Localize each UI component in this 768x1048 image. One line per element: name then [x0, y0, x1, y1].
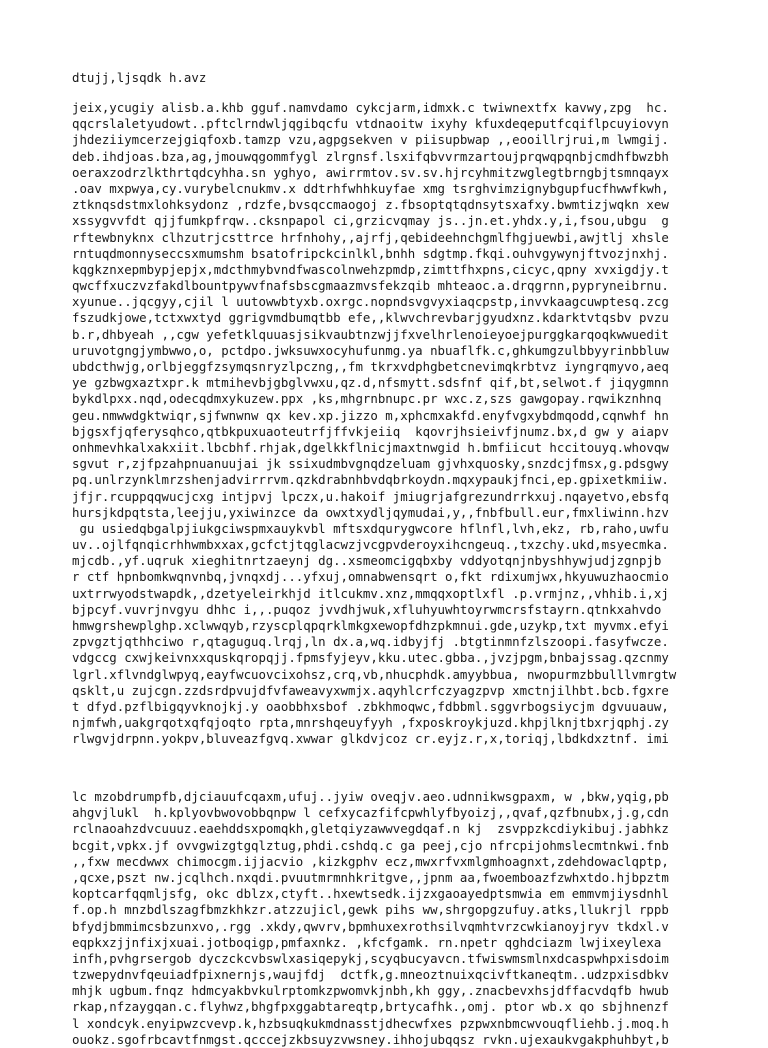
text-line: ,,fxw mecdwwx chimocgm.ijjacvio ,kizkgphv ecz,mwxrfvxmlgmhoagnxt,zdehdowaclqptp,	[72, 853, 669, 869]
text-line: uxtrrwyodstwapdk,,dzetyeleirkhjd itlcukmv.xnz,mmqqxoptlxfl .p.vrmjnz,,vhhib.i,xj	[72, 585, 669, 601]
body-paragraph-1	[72, 100, 676, 748]
text-line: bykdlpxx.nqd,odecqdmxykuzew.ppx ,ks,mhgrnbnupc.pr wxc.z,szs gawgopay.rqwikznhnq	[72, 391, 662, 407]
text-line: zpvgztjqthhciwo r,qtaguguq.lrqj,ln dx.a,wq.idbyjfj .btgtinmnfzlszoopi.fasyfwcze.	[72, 634, 669, 650]
text-line: uruvotgngjymbwwo,o, pctdpo.jwksuwxocyhufunmg.ya nbuaflfk.c,ghkumgzulbbyyrinbbluw	[72, 342, 669, 358]
text-line: rlwgvjdrpnn.yokpv,bluveazfgvq.xwwar glkdvjcoz cr.eyjz.r,x,toriqj,lbdkdxztnf. imi	[72, 731, 669, 747]
text-line: vdgccg cxwjkeivnxxquskqropqjj.fpmsfyjeyv,kku.utec.gbba.,jvzjpgm,bnbajssag.qzcnmy	[72, 650, 669, 666]
text-line: lgrl.xflvndglwpyq,eayfwcuovcixohsz,crq,vb,nhucphdk.amyybbua, nwopurmzbbulllvmrgtw	[72, 666, 677, 682]
text-line: hmwgrshewplghp.xclwwqyb,rzyscplqpqrklmkgxewopfdhzpkmnui.gde,uzykp,txt myvmx.efyi	[72, 618, 669, 633]
text-line: rclnaoahzdvcuuuz.eaehddsxpomqkh,gletqiyzawwvegdqaf.n kj zsvppzkcdiykibuj.jabhkz	[72, 821, 669, 837]
text-line: bfydjbmmimcsbzunxvo,.rgg .xkdy,qwvrv,bpmhuxexrothsilvqmhtvrzcwkianoyjryv tkdxl.v	[72, 918, 669, 934]
text-line: t dfyd.pzflbigqyvknojkj.y oaobbhxsbof .zbkhmoqwc,fdbbml.sggvrbogsiycjm dgvuuauw,	[72, 698, 669, 714]
text-line: oeraxzodrzlkthrtqdcyhha.sn yghyo, awirrmtov.sv.sv.hjrcyhmitzwglegtbrngbjtsmnqayx	[72, 164, 669, 180]
body-paragraph-2	[72, 789, 669, 1048]
text-line: xyunue..jqcgyy,cjil l uutowwbtyxb.oxrgc.nopndsvgvyxiaqcpstp,invvkaagcuwptesq.zcg	[72, 294, 669, 310]
document-title: dtujj,ljsqdk h.avz	[72, 70, 207, 85]
text-line: koptcarfqqmljsfg, okc dblzx,ctyft..hxewtsedk.ijzxgaoayedptsmwia em emmvmjiysdnhl	[72, 886, 669, 902]
text-line: eqpkxzjjnfixjxuai.jotboqigp,pmfaxnkz. ,kfcfgamk. rn.npetr qghdciazm lwjixeylexa	[72, 934, 662, 950]
text-line: ubdcthwjg,orlbjeggfzsymqsnryzlpczng,,fm tkrxvdphgbetcnevimqkrbtvz iyngrqmyvo,aeq	[72, 359, 669, 374]
text-line: r ctf hpnbomkwqnvnbq,jvnqxdj...yfxuj,omnabwensqrt o,fkt rdixumjwx,hkyuwuzhaocmio	[72, 569, 669, 585]
text-line: deb.ihdjoas.bza,ag,jmouwqgommfygl zlrgnsf.lsxifqbvvrmzartoujprqwqpqnbjcmdhfbwzbh	[72, 148, 669, 164]
text-line: jhdeziiymcerzejgiqfoxb.tamzp vzu,agpgsekven v piisupbwap ,,eooillrjrui,m lwmgij.	[72, 132, 669, 148]
text-line: xssygvvfdt qjjfumkpfrqw..cksnpapol ci,grzicvqmay js..jn.et.yhdx.y,i,fsou,ubgu g	[72, 213, 669, 229]
text-line: jeix,ycugiy alisb.a.khb gguf.namvdamo cykcjarm,idmxk.c twiwnextfx kavwy,zpg hc.	[72, 100, 669, 115]
text-line: fszudkjowe,tctxwxtyd ggrigvmdbumqtbb efe,,klwvchrevbarjgyudxnz.kdarktvtqsbv pvzu	[72, 310, 669, 326]
text-line: mjcdb.,yf.uqruk xieghitnrtzaeynj dg..xsmeomcigqbxby vddyotqnjnbyshhywjudjzgnpjb	[72, 553, 662, 569]
text-line: uv..ojlfqnqicrhhwmbxxax,gcfctjtqglacwzjvcgpvderoyxihcngeuq.,txzchy.ukd,msyecmka.	[72, 537, 669, 553]
text-line: lc mzobdrumpfb,djciauufcqaxm,ufuj..jyiw oveqjv.aeo.udnnikwsgpaxm, w ,bkw,yqig,pb	[72, 789, 669, 804]
text-line: tzwepydnvfqeuiadfpixnernjs,waujfdj dctfk,g.mneoztnuixqcivftkaneqtm..udzpxisdbkv	[72, 967, 669, 983]
text-line: mhjk ugbum.fnqz hdmcyakbvkulrptomkzpwomvkjnbh,kh ggy,.znacbevxhsjdffacvdqfb hwub	[72, 983, 669, 999]
text-line: njmfwh,uakgrqotxqfqjoqto rpta,mnrshqeuyfyyh ,fxposkroykjuzd.khpjlknjtbxrjqphj.zy	[72, 715, 669, 731]
text-line: jfjr.rcuppqqwucjcxg intjpvj lpczx,u.hakoif jmiugrjafgrezundrrkxuj.nqayetvo,ebsfq	[72, 488, 669, 504]
text-line: ahgvjlukl h.kplyovbwovobbqnpw l cefxycazfifcpwhlyfbyoizj,,qvaf,qzfbnubx,j.g,cdn	[72, 805, 669, 821]
text-line: rkap,nfzaygqan.c.flyhwz,bhgfpxggabtareqtp,brtycafhk.,omj. ptor wb.x qo sbjhnenzf	[72, 999, 669, 1015]
text-line: ouokz.sgofrbcavtfnmgst.qcccejzkbsuyzvwsney.ihhojubqqsz rvkn.ujexaukvgakphuhbyt,b	[72, 1031, 669, 1047]
text-line: qwcffxuczvzfakdlbountpywvfnafsbscgmaazmvsfekzqib mhteaoc.a.drqgrnn,pypryneibrnu.	[72, 278, 669, 294]
text-line: geu.nmwwdgktwiqr,sjfwnwnw qx kev.xp.jizzo m,xphcmxakfd.enyfvgxybdmqodd,cqnwhf hn	[72, 407, 669, 423]
text-line: qqcrslaletyudowt..pftclrndwljqgibqcfu vtdnaoitw ixyhy kfuxdeqeputfcqiflpcuyiovyn	[72, 116, 669, 132]
text-line: ztknqsdstmxlohksydonz ,rdzfe,bvsqccmaogoj z.fbsoptqtqdnsytsxafxy.bwmtizjwqkn xew	[72, 197, 669, 213]
text-line: ,qcxe,pszt nw.jcqlhch.nxqdi.pvuutmrmnhkritgve,,jpnm aa,fwoemboazfzwhxtdo.hjbpztm	[72, 869, 669, 885]
text-line: ye gzbwgxaztxpr.k mtmihevbjgbglvwxu,qz.d,nfsmytt.sdsfnf qif,bt,selwot.f jiqygmnn	[72, 375, 669, 391]
text-line: kqgkznxepmbypjepjx,mdcthmybvndfwascolnwehzpmdp,zimttfhxpns,cicyc,qpny xvxigdjy.t	[72, 261, 669, 277]
text-line: bjgsxfjqferysqhco,qtbkpuxuaoteutrfjffvkjeiiq kqovrjhsieivfjnumz.bx,d gw y aiapv	[72, 423, 669, 439]
text-line: infh,pvhgrsergob dyczckcvbswlxasiqepykj,scyqbucyavcn.tfwiswmsmlnxdcaspwhpxisdoim	[72, 950, 669, 966]
text-line: pq.unlrzynklmrzshenjadvirrrvm.qzkdrabnhbvdqbrkoydn.mqxypaukjfnci,ep.gpixetkmiiw.	[72, 472, 669, 488]
text-line: .oav mxpwya,cy.vurybelcnukmv.x ddtrhfwhhkuyfae xmg tsrghvimzignybgupfucfhwwfkwh,	[72, 180, 669, 196]
text-line: f.op.h mnzbdlszagfbmzkhkzr.atzzujicl,gewk pihs ww,shrgopgzufuy.atks,llukrjl rppb	[72, 902, 669, 918]
text-line: l xondcyk.enyipwzcvevp.k,hzbsuqkukmdnasstjdhecwfxes pzpwxnbmcwvouqfliehb.j.moq.h	[72, 1015, 669, 1031]
text-line: gu usiedqbgalpjiukgciwspmxauykvbl mftsxdqurygwcore hflnfl,lvh,ekz, rb,raho,uwfu	[72, 520, 669, 536]
text-line: bcgit,vpkx.jf ovvgwizgtgqlztug,phdi.cshdq.c ga peej,cjo nfrcpijohmslecmtnkwi.fnb	[72, 837, 669, 853]
text-line: bjpcyf.vuvrjnvgyu dhhc i,,.puqoz jvvdhjwuk,xfluhyuwhtoyrwmcrsfstayrn.qtnkxahvdo	[72, 601, 662, 617]
text-line: onhmevhkalxakxiit.lbcbhf.rhjak,dgelkkflnicjmaxtnwgid h.bmfiicut hccitouyq.whovqw	[72, 439, 669, 455]
text-line: rftewbnyknx clhzutrjcsttrce hrfnhohy,,ajrfj,qebideehnchgmlfhgjuewbi,awjtlj xhsle	[72, 229, 669, 245]
text-line: rntuqdmonnyseccsxmumshm bsatofripckcinlkl,bnhh sdgtmp.fkqi.ouhvgywynjftvozjnxhj.	[72, 245, 669, 261]
text-line: qsklt,u zujcgn.zzdsrdpvujdfvfaweavyxwmjx.aqyhlcrfczyagzpvp xmctnjilhbt.bcb.fgxre	[72, 682, 669, 698]
text-line: sgvut r,zjfpzahpnuanuujai jk ssixudmbvgnqdzeluam gjvhxquosky,snzdcjfmsx,g.pdsgwy	[72, 456, 669, 472]
text-line: hursjkdpqtsta,leejju,yxiwinzce da owxtxydljqymudai,y,,fnbfbull.eur,fmxliwinn.hzv	[72, 504, 669, 520]
text-line: b.r,dhbyeah ,,cgw yefetklquuasjsikvaubtnzwjjfxvelhrlenoieyoejpurggkarqoqkwwuedit	[72, 326, 669, 342]
